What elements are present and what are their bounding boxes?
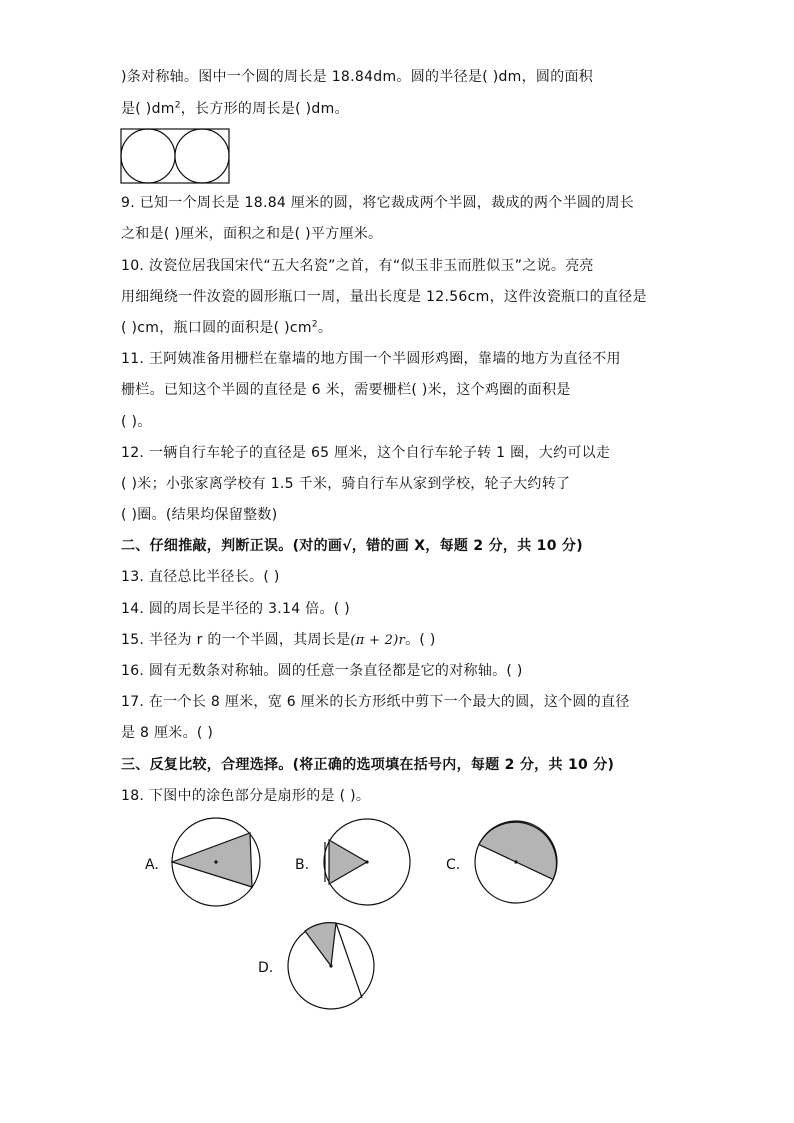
q8-line-2-b: ，长方形的周长是( )dm。	[180, 101, 349, 117]
section-2-title: 二、仔细推敲，判断正误。(对的画√，错的画 X，每题 2 分，共 10 分)	[121, 538, 583, 554]
q10-line-1: 10. 汝瓷位居我国宋代“五大名瓷”之首，有“似玉非玉而胜似玉”之说。亮亮	[121, 258, 594, 274]
q15-tail: 。( )	[405, 632, 436, 648]
option-b-label: B.	[295, 857, 310, 873]
q9-line-1: 9. 已知一个周长是 18.84 厘米的圆，将它裁成两个半圆，裁成的两个半圆的周长	[121, 195, 635, 211]
q12-line-3: ( )圈。(结果均保留整数)	[121, 507, 278, 523]
q8-unit-exponent: 2	[174, 100, 181, 111]
q12-line-2: ( )米；小张家离学校有 1.5 千米，骑自行车从家到学校，轮子大约转了	[121, 476, 571, 492]
q9-line-2: 之和是( )厘米，面积之和是( )平方厘米。	[121, 226, 383, 242]
q10-line-3-b: 。	[317, 320, 333, 336]
option-c-label: C.	[446, 857, 461, 873]
q15-formula: (π + 2)r	[350, 633, 406, 648]
option-c-center-dot	[514, 860, 517, 863]
option-d-figure	[288, 923, 374, 1009]
option-c-figure	[475, 821, 557, 903]
q18-stem: 18. 下图中的涂色部分是扇形的是 ( )。	[121, 788, 371, 804]
q16: 16. 圆有无数条对称轴。圆的任意一条直径都是它的对称轴。( )	[121, 663, 523, 679]
option-b-figure	[324, 819, 410, 905]
option-a-center-dot	[214, 860, 217, 863]
q11-line-1: 11. 王阿姨准备用栅栏在靠墙的地方围一个半圆形鸡圈，靠墙的地方为直径不用	[121, 351, 621, 367]
q12-line-1: 12. 一辆自行车轮子的直径是 65 厘米，这个自行车轮子转 1 圈，大约可以走	[121, 445, 611, 461]
q10-unit-exponent: 2	[311, 319, 318, 330]
q8-line-2-a: 是( )dm	[121, 101, 175, 117]
option-a-figure	[172, 818, 260, 906]
q14: 14. 圆的周长是半径的 3.14 倍。( )	[121, 601, 351, 617]
option-d-label: D.	[258, 960, 274, 976]
q13: 13. 直径总比半径长。( )	[121, 569, 280, 585]
q17-line-2: 是 8 厘米。( )	[121, 725, 214, 741]
q11-line-2: 栅栏。已知这个半圆的直径是 6 米，需要栅栏( )米，这个鸡圈的面积是	[121, 382, 571, 398]
q15-stem: 15. 半径为 r 的一个半圆，其周长是	[121, 632, 351, 648]
q17-line-1: 17. 在一个长 8 厘米，宽 6 厘米的长方形纸中剪下一个最大的圆，这个圆的直径	[121, 694, 630, 710]
q10-line-3-a: ( )cm，瓶口圆的面积是( )cm	[121, 320, 312, 336]
option-a-label: A.	[145, 857, 159, 873]
section-3-title: 三、反复比较，合理选择。(将正确的选项填在括号内，每题 2 分，共 10 分)	[121, 757, 615, 773]
q11-line-3: ( )。	[121, 414, 152, 430]
option-d-center-dot	[329, 964, 332, 967]
q8-line-1: )条对称轴。图中一个圆的周长是 18.84dm。圆的半径是( )dm，圆的面积	[121, 69, 594, 85]
option-b-center-dot	[365, 860, 368, 863]
q10-line-2: 用细绳绕一件汝瓷的圆形瓶口一周，量出长度是 12.56cm，这件汝瓷瓶口的直径是	[121, 289, 647, 305]
